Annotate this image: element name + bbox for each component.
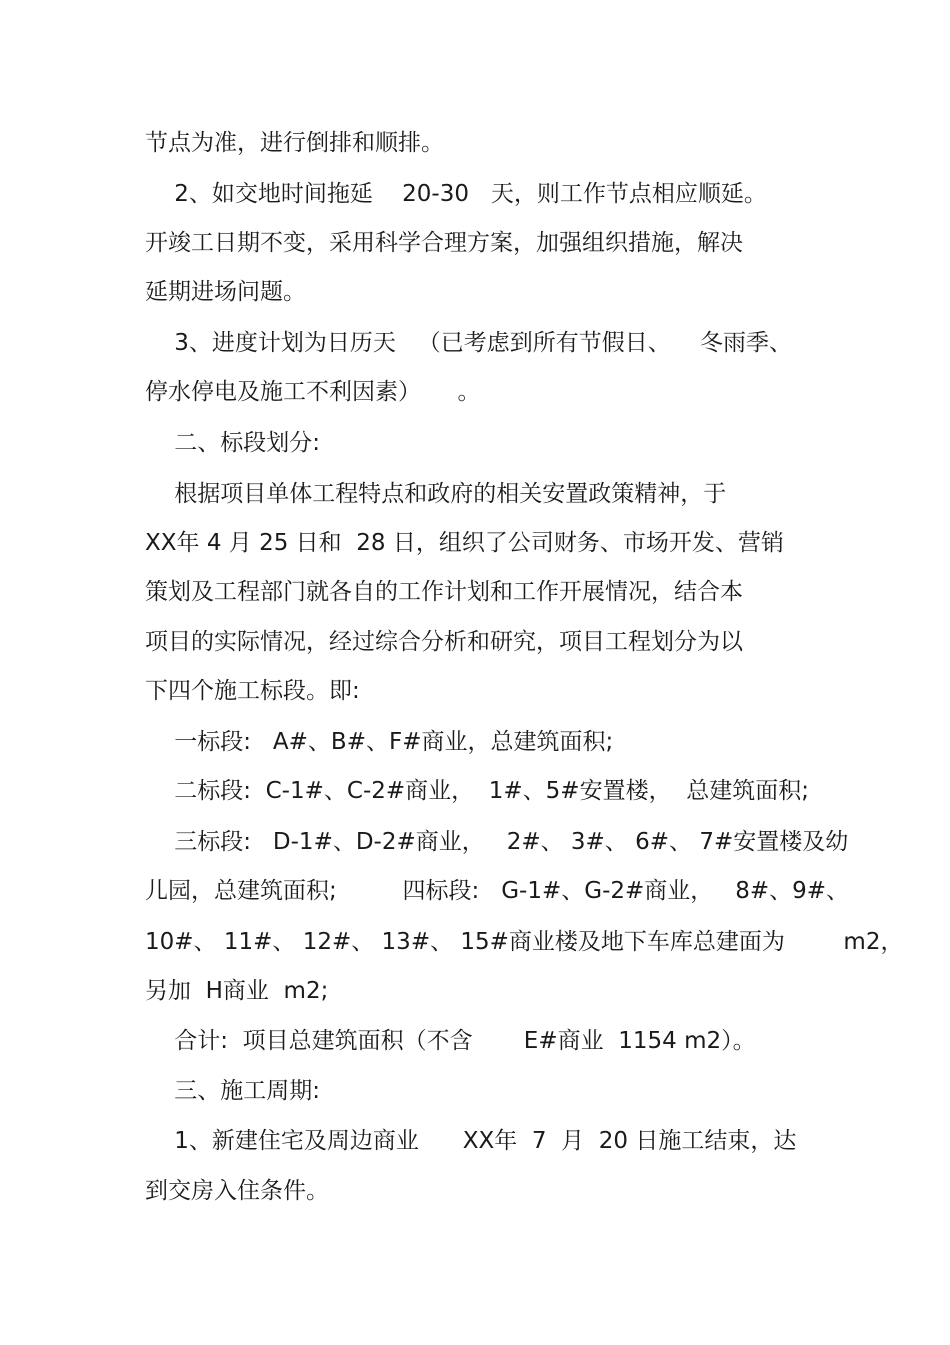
- text-line: 儿园，总建筑面积; 四标段: G-1#、G-2#商业， 8#、9#、: [145, 878, 850, 904]
- text-line: 策划及工程部门就各自的工作计划和工作开展情况，结合本: [145, 579, 743, 605]
- text-line: 3、进度计划为日历天 （已考虑到所有节假日、 冬雨季、: [145, 330, 793, 356]
- section-heading: 三、施工周期:: [145, 1078, 320, 1104]
- text-line: 另加 H商业 m2;: [145, 978, 329, 1004]
- text-line: 二标段: C-1#、C-2#商业， 1#、5#安置楼， 总建筑面积;: [145, 778, 809, 804]
- text-line: 2、如交地时间拖延 20-30 天，则工作节点相应顺延。: [145, 181, 767, 207]
- text-line: 延期进场问题。: [145, 279, 306, 305]
- text-line: 开竣工日期不变，采用科学合理方案，加强组织措施，解决: [145, 230, 743, 256]
- text-line: 10#、 11#、 12#、 13#、 15#商业楼及地下车库总建面为 m2，: [145, 929, 904, 955]
- text-line: 三标段: D-1#、D-2#商业， 2#、 3#、 6#、 7#安置楼及幼: [145, 829, 849, 855]
- text-line: 1、新建住宅及周边商业 XX年 7 月 20 日施工结束，达: [145, 1128, 797, 1154]
- text-line: 根据项目单体工程特点和政府的相关安置政策精神，于: [145, 481, 727, 507]
- text-line: 合计: 项目总建筑面积（不含 E#商业 1154 m2）。: [145, 1028, 756, 1054]
- text-line: 一标段: A#、B#、F#商业，总建筑面积;: [145, 729, 614, 755]
- text-line: 到交房入住条件。: [145, 1178, 329, 1204]
- text-line: 节点为准，进行倒排和顺排。: [145, 130, 444, 156]
- text-line: XX年 4 月 25 日和 28 日，组织了公司财务、市场开发、营销: [145, 530, 784, 556]
- text-line: 项目的实际情况，经过综合分析和研究，项目工程划分为以: [145, 629, 743, 655]
- text-line: 停水停电及施工不利因素） 。: [145, 379, 481, 405]
- section-heading: 二、标段划分:: [145, 430, 320, 456]
- text-line: 下四个施工标段。即:: [145, 678, 360, 704]
